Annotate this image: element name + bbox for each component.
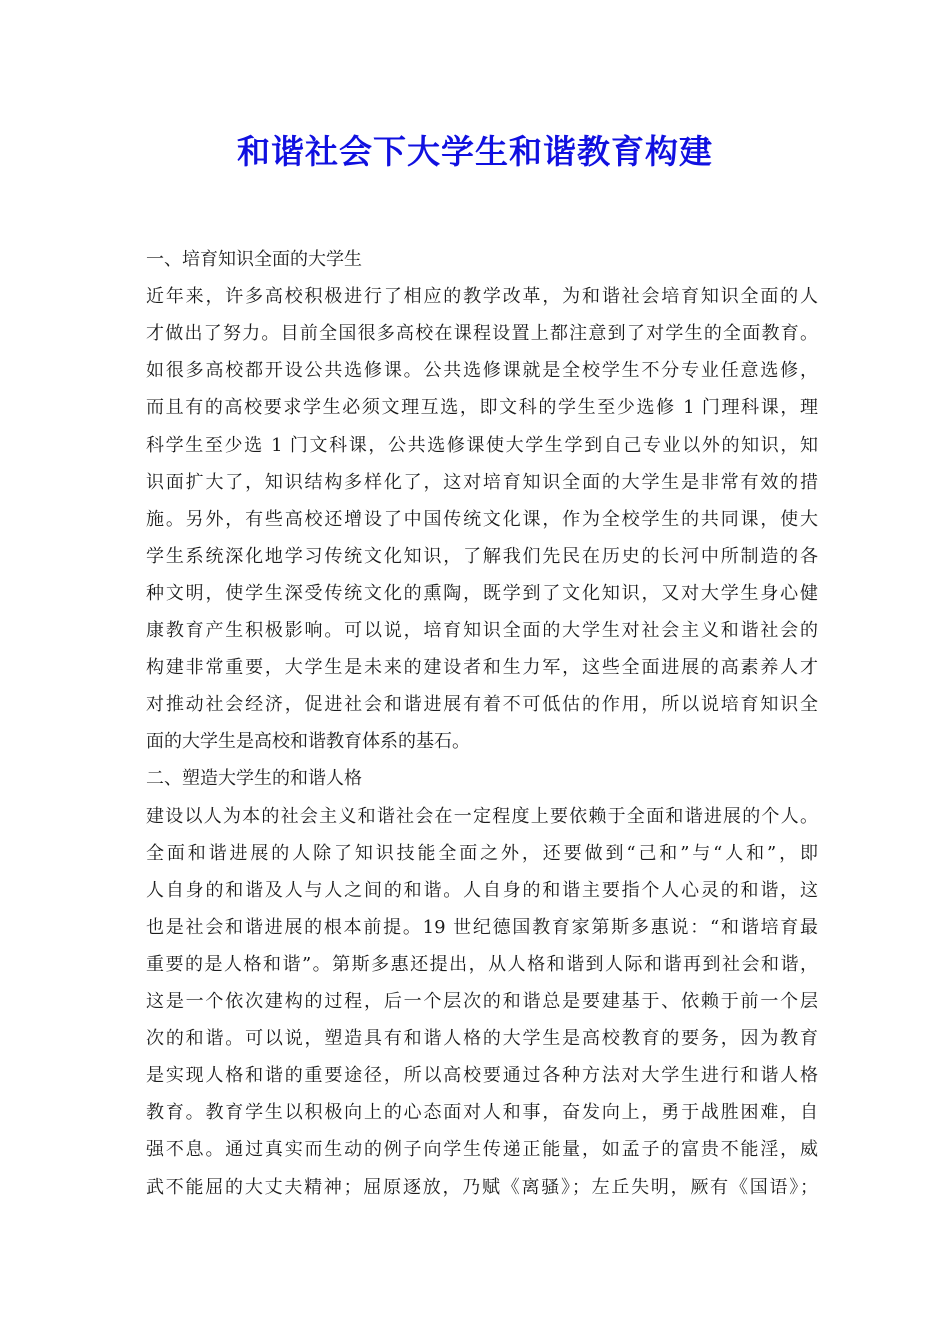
text-line: 全面和谐进展的人除了知识技能全面之外，还要做到“己和”与“人和”，即 (146, 842, 818, 864)
text-line: 近年来，许多高校积极进行了相应的教学改革，为和谐社会培育知识全面的人 (146, 286, 818, 308)
text-line: 种文明，使学生深受传统文化的熏陶，既学到了文化知识，又对大学生身心健 (146, 582, 818, 604)
text-line: 一、培育知识全面的大学生 (146, 249, 362, 270)
text-line: 科学生至少选 1 门文科课，公共选修课使大学生学到自己专业以外的知识，知 (146, 434, 818, 456)
text-line: 二、塑造大学生的和谐人格 (146, 768, 362, 790)
text-line: 武不能屈的大丈夫精神；屈原逐放，乃赋《离骚》；左丘失明，厥有《国语》； (146, 1176, 818, 1198)
text-line: 学生系统深化地学习传统文化知识，了解我们先民在历史的长河中所制造的各 (146, 545, 818, 567)
document-title: 和谐社会下大学生和谐教育构建 (237, 132, 713, 171)
text-line: 施。另外，有些高校还增设了中国传统文化课，作为全校学生的共同课，使大 (146, 508, 818, 530)
text-line: 次的和谐。可以说，塑造具有和谐人格的大学生是高校教育的要务，因为教育 (146, 1028, 818, 1050)
text-line: 如很多高校都开设公共选修课。公共选修课就是全校学生不分专业任意选修， (146, 360, 818, 382)
text-line: 识面扩大了，知识结构多样化了，这对培育知识全面的大学生是非常有效的措 (146, 471, 818, 493)
text-line: 人自身的和谐及人与人之间的和谐。人自身的和谐主要指个人心灵的和谐，这 (146, 879, 818, 901)
text-line: 重要的是人格和谐”。第斯多惠还提出，从人格和谐到人际和谐再到社会和谐， (146, 953, 818, 975)
text-line: 是实现人格和谐的重要途径，所以高校要通过各种方法对大学生进行和谐人格 (146, 1065, 818, 1087)
text-line: 康教育产生积极影响。可以说，培育知识全面的大学生对社会主义和谐社会的 (146, 620, 818, 641)
text-line: 才做出了努力。目前全国很多高校在课程设置上都注意到了对学生的全面教育。 (146, 323, 818, 345)
text-line: 教育。教育学生以积极向上的心态面对人和事，奋发向上，勇于战胜困难，自 (146, 1102, 818, 1124)
text-line: 构建非常重要，大学生是未来的建设者和生力军，这些全面进展的高素养人才 (146, 657, 818, 679)
text-line: 也是社会和谐进展的根本前提。19 世纪德国教育家第斯多惠说：“和谐培育最 (146, 916, 818, 938)
text-line: 这是一个依次建构的过程，后一个层次的和谐总是要建基于、依赖于前一个层 (146, 991, 818, 1012)
text-line: 面的大学生是高校和谐教育体系的基石。 (146, 731, 470, 753)
text-line: 建设以人为本的社会主义和谐社会在一定程度上要依赖于全面和谐进展的个人。 (146, 805, 818, 827)
text-line: 而且有的高校要求学生必须文理互选，即文科的学生至少选修 1 门理科课，理 (146, 397, 818, 419)
text-line: 对推动社会经济，促进社会和谐进展有着不可低估的作用，所以说培育知识全 (146, 694, 818, 716)
text-line: 强不息。通过真实而生动的例子向学生传递正能量，如孟子的富贵不能淫，威 (146, 1139, 818, 1161)
